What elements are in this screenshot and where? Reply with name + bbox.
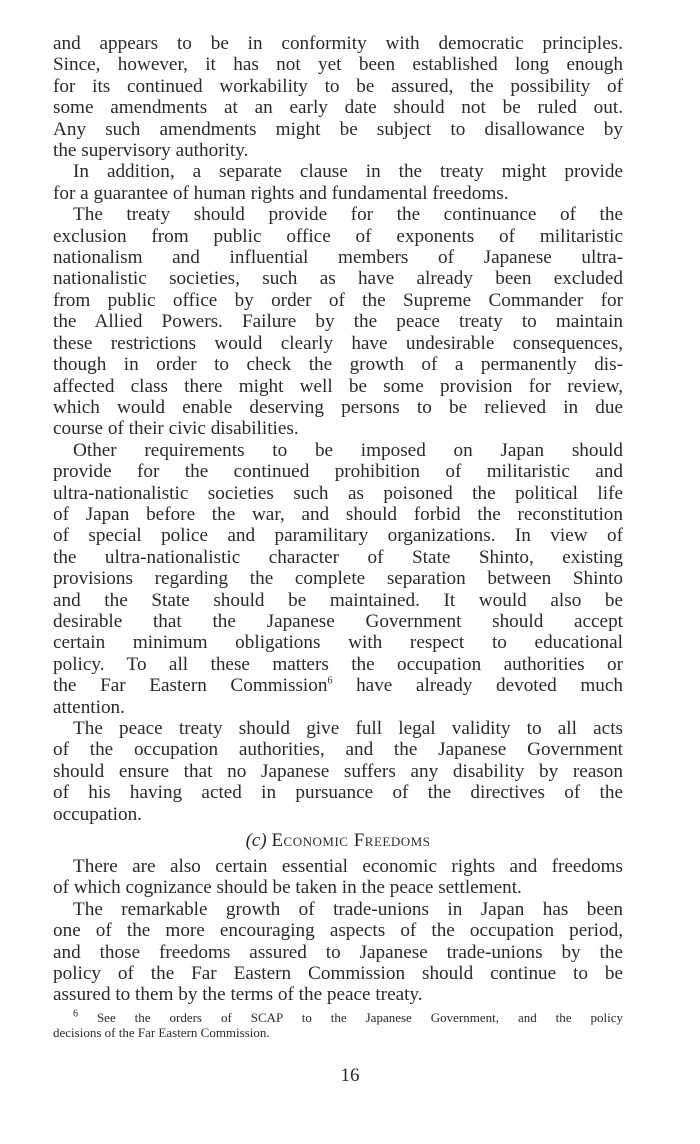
text-line: of the occupation authorities, and the Japanese Government xyxy=(53,739,623,761)
text-line: these restrictions would clearly have undesirable consequences, xyxy=(53,332,623,354)
text-line: one of the more encouraging aspects of the occupation period, xyxy=(53,920,623,942)
footnote-text: See the orders of SCAP to the Japanese Government, and the policy xyxy=(78,1009,623,1025)
text-line: and appears to be in conformity with democratic principles. xyxy=(53,33,623,54)
paragraph-7 xyxy=(53,899,623,1006)
paragraph-2 xyxy=(53,161,623,204)
text-line: of Japan before the war, and should forbid the reconstitution xyxy=(53,503,623,525)
section-heading-prefix: (c) xyxy=(245,830,267,852)
paragraph-4 xyxy=(53,440,623,718)
text-line: desirable that the Japanese Government should accept xyxy=(53,610,623,632)
text-line: the supervisory authority. xyxy=(53,140,249,162)
text-line: The peace treaty should give full legal validity to all acts xyxy=(73,718,623,739)
text-line: nationalism and influential members of Japanese ultra- xyxy=(53,247,623,269)
text-line: Other requirements to be imposed on Japan should xyxy=(73,439,623,461)
text-line-with-footnote xyxy=(53,675,623,696)
text-line: which would enable deserving persons to be relieved in due xyxy=(53,396,623,418)
text-line: and those freedoms assured to Japanese trade-unions by the xyxy=(53,941,623,963)
section-heading xyxy=(53,828,623,854)
section-heading-title: Economic Freedoms xyxy=(271,830,431,852)
text-segment: have already devoted much xyxy=(332,675,623,697)
text-line: the ultra-nationalistic character of State Shinto, existing xyxy=(53,546,623,568)
text-line: the Allied Powers. Failure by the peace treaty to maintain xyxy=(53,311,623,333)
text-line: affected class there might well be some provision for review, xyxy=(53,375,623,397)
footnote-marker: 6 xyxy=(73,1008,78,1020)
footnote xyxy=(53,1010,623,1040)
text-line: There are also certain essential economic rights and freedoms xyxy=(73,856,623,878)
text-line: of special police and paramilitary organizations. In view of xyxy=(53,525,623,547)
text-line: though in order to check the growth of a permanently dis- xyxy=(53,354,623,376)
text-line: and the State should be maintained. It would also be xyxy=(53,589,623,611)
text-line: from public office by order of the Supreme Commander for xyxy=(53,289,623,311)
paragraph-5 xyxy=(53,718,623,825)
paragraph-3 xyxy=(53,204,623,439)
text-line: exclusion from public office of exponents of militaristic xyxy=(53,225,623,247)
text-segment: the Far Eastern Commission xyxy=(53,675,328,697)
text-line: occupation. xyxy=(53,803,142,825)
text-line: The treaty should provide for the continuance of the xyxy=(73,204,623,226)
text-line: of which cognizance should be taken in the peace settlement. xyxy=(53,877,522,899)
document-page xyxy=(53,33,623,1040)
text-line: Any such amendments might be subject to disallowance by xyxy=(53,118,623,140)
paragraph-6 xyxy=(53,856,623,899)
text-line: Since, however, it has not yet been established long enough xyxy=(53,54,623,76)
text-line: policy. To all these matters the occupation authorities or xyxy=(53,653,623,675)
paragraph-1 xyxy=(53,33,623,161)
footnote-reference[interactable]: 6 xyxy=(327,675,333,687)
footnote-line: decisions of the Far Eastern Commission. xyxy=(53,1024,270,1040)
text-line: ultra-nationalistic societies such as poisoned the political life xyxy=(53,482,623,504)
page-number: 16 xyxy=(340,1065,360,1086)
text-line: certain minimum obligations with respect to educational xyxy=(53,632,623,654)
text-line: some amendments at an early date should not be ruled out. xyxy=(53,97,623,119)
text-line: for a guarantee of human rights and fundamental freedoms. xyxy=(53,182,509,204)
text-line: The remarkable growth of trade-unions in Japan has been xyxy=(73,898,623,920)
text-line: nationalistic societies, such as have already been excluded xyxy=(53,268,623,290)
text-line: of his having acted in pursuance of the directives of the xyxy=(53,782,623,804)
text-line: policy of the Far Eastern Commission should continue to be xyxy=(53,963,623,985)
text-line: provisions regarding the complete separation between Shinto xyxy=(53,568,623,590)
text-line: course of their civic disabilities. xyxy=(53,418,299,440)
text-line: In addition, a separate clause in the treaty might provide xyxy=(73,161,623,183)
text-line: provide for the continued prohibition of militaristic and xyxy=(53,461,623,483)
text-line: should ensure that no Japanese suffers any disability by reason xyxy=(53,760,623,782)
text-line: for its continued workability to be assured, the possibility of xyxy=(53,75,623,97)
text-line: assured to them by the terms of the peace treaty. xyxy=(53,984,423,1006)
footnote-line xyxy=(53,1010,623,1025)
text-line: attention. xyxy=(53,696,125,718)
